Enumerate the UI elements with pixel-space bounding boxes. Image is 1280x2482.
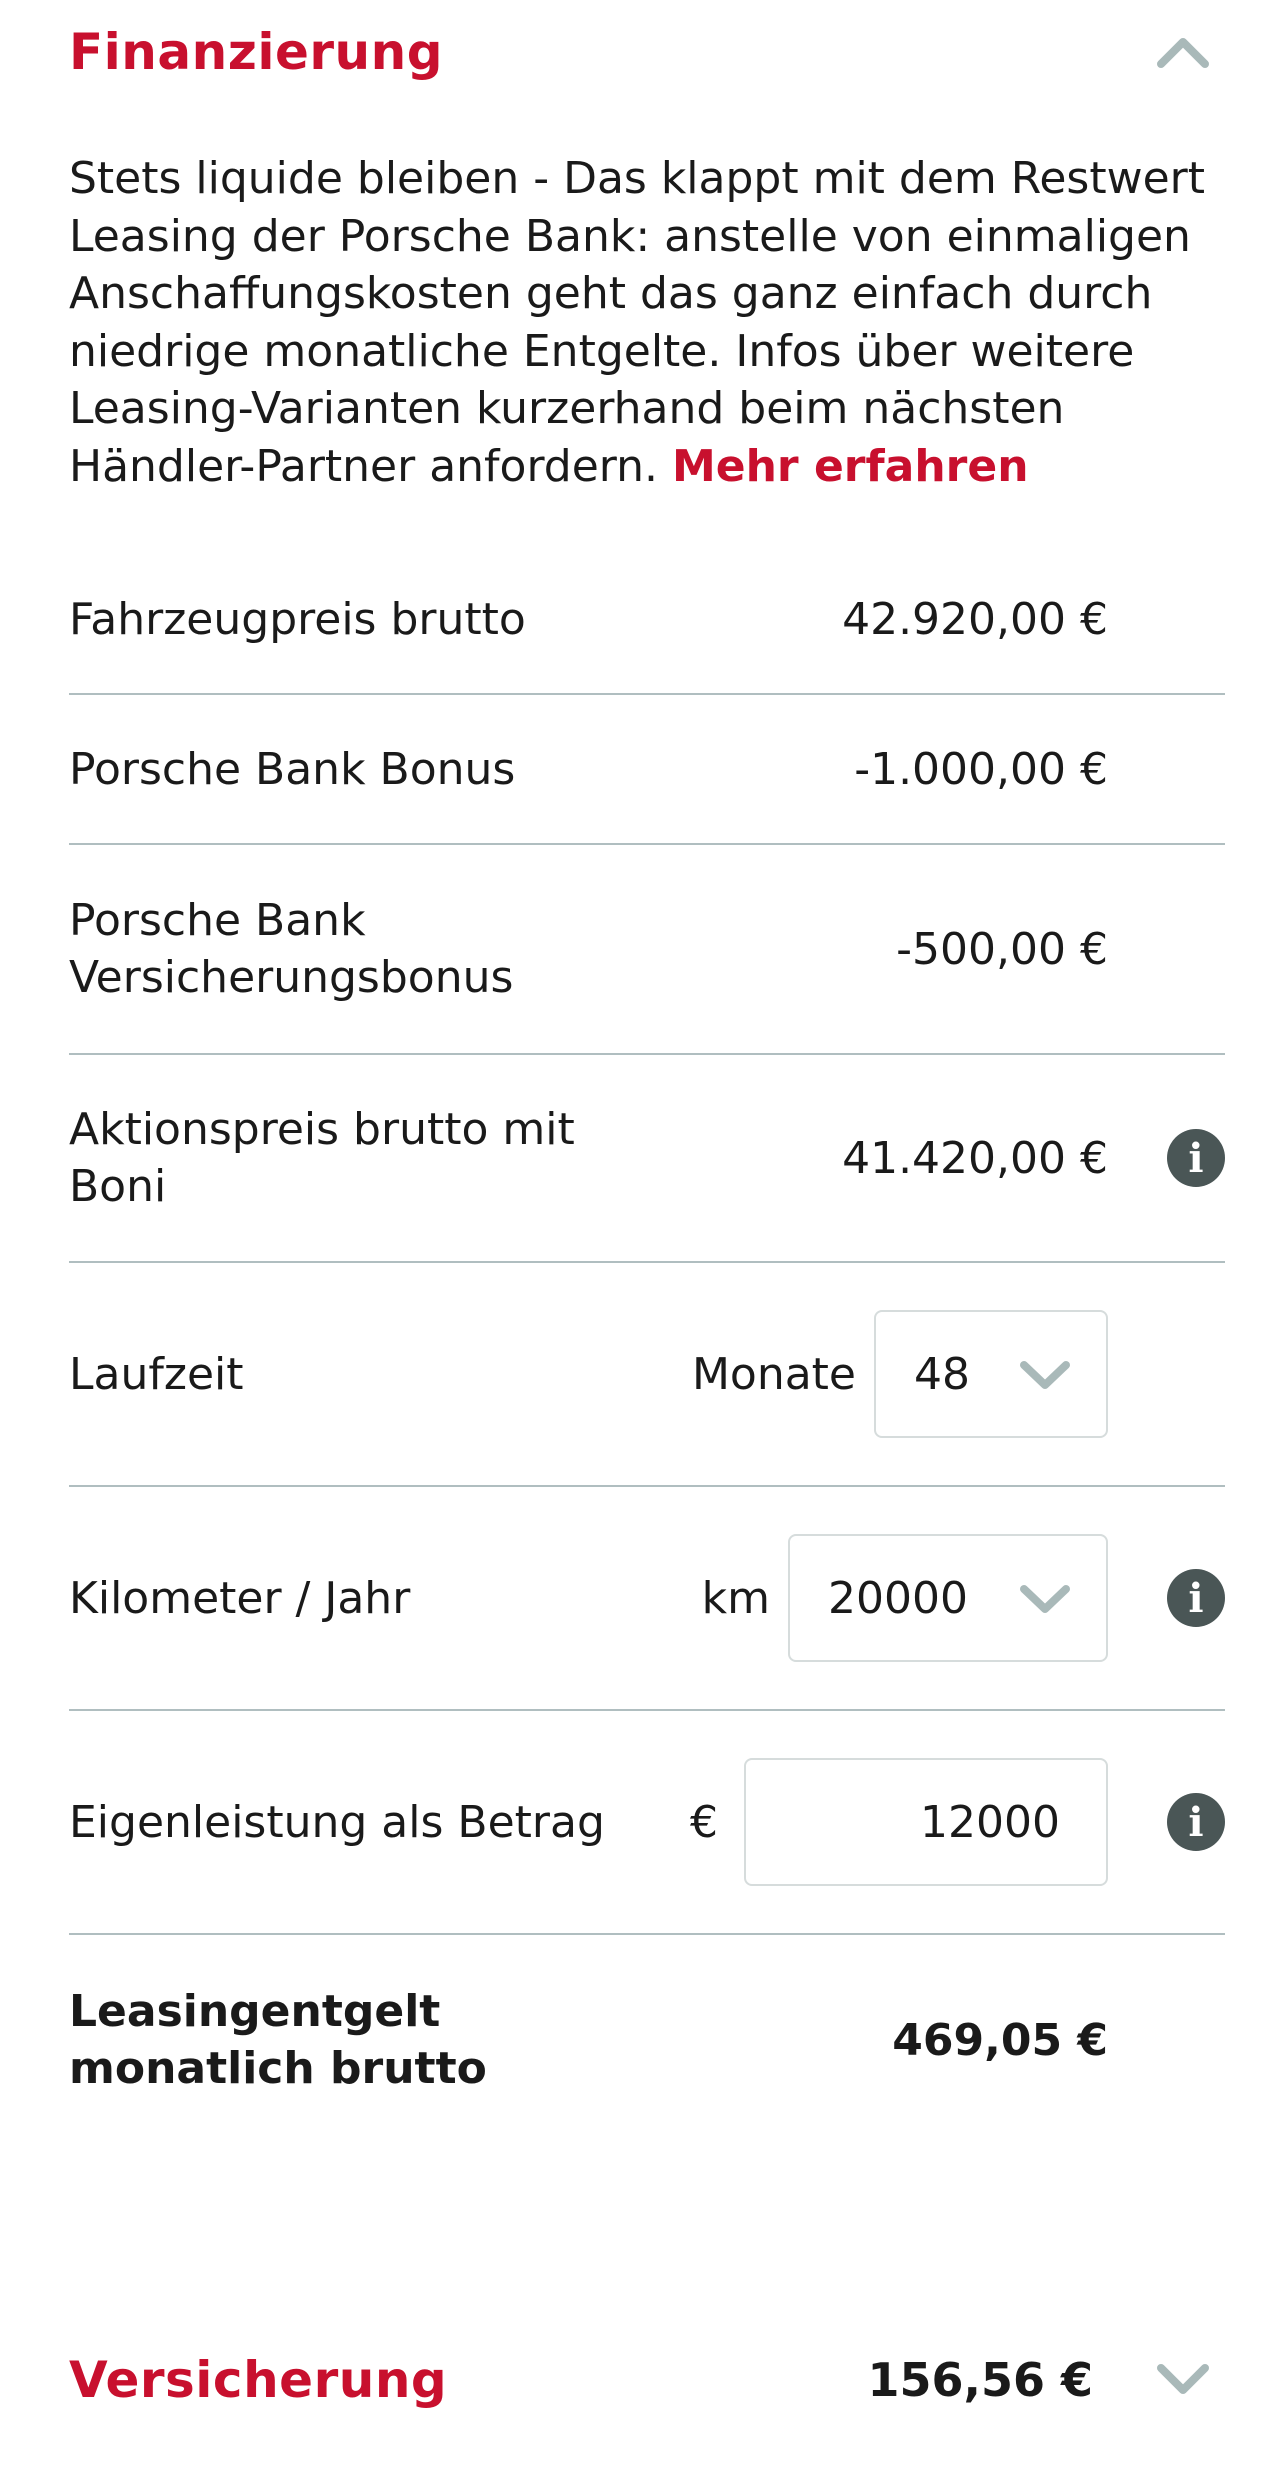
chevron-down-icon xyxy=(1018,1581,1072,1615)
kilometer-select[interactable] xyxy=(788,1534,1108,1662)
row-leasingentgelt xyxy=(69,1935,1225,2145)
info-icon[interactable]: i xyxy=(1167,1569,1225,1627)
eigenleistung-input[interactable] xyxy=(744,1758,1108,1886)
row-laufzeit xyxy=(69,1263,1225,1487)
info-icon[interactable]: i xyxy=(1167,1793,1225,1851)
row-kilometer xyxy=(69,1487,1225,1711)
fahrzeugpreis-label: Fahrzeugpreis brutto xyxy=(69,593,526,645)
fahrzeugpreis-value: 42.920,00 € xyxy=(842,593,1108,645)
chevron-up-icon[interactable] xyxy=(1155,32,1211,72)
eigenleistung-unit: € xyxy=(690,1796,718,1848)
versicherung-header[interactable] xyxy=(69,2345,1211,2415)
kilometer-label: Kilometer / Jahr xyxy=(69,1572,411,1624)
versicherungsbonus-value: -500,00 € xyxy=(896,923,1108,975)
eigenleistung-label: Eigenleistung als Betrag xyxy=(69,1796,605,1848)
intro-text: Stets liquide bleiben - Das klappt mit dem Restwert Leasing der Porsche Bank: anstelle von einmaligen Anschaffungskosten geht das ganz einfach durch niedrige monatliche Entgelte. Infos über weitere Leasing-Varianten kurzerhand beim nächsten Händler-Partner anfordern. xyxy=(69,153,1206,492)
kilometer-control xyxy=(702,1534,1108,1662)
kilometer-unit: km xyxy=(701,1572,770,1624)
chevron-down-icon[interactable] xyxy=(1155,2360,1211,2400)
kilometer-value: 20000 xyxy=(828,1572,968,1624)
laufzeit-value: 48 xyxy=(914,1348,970,1400)
laufzeit-unit: Monate xyxy=(691,1348,856,1400)
more-info-link[interactable]: Mehr erfahren xyxy=(671,440,1029,492)
row-eigenleistung xyxy=(69,1711,1225,1935)
row-versicherungsbonus xyxy=(69,845,1225,1055)
bank-bonus-label: Porsche Bank Bonus xyxy=(69,743,516,795)
bank-bonus-value: -1.000,00 € xyxy=(854,743,1108,795)
finanzierung-intro xyxy=(69,150,1219,495)
versicherung-value: 156,56 € xyxy=(867,2353,1093,2407)
finanzierung-header[interactable] xyxy=(69,20,1211,84)
info-icon[interactable]: i xyxy=(1167,1129,1225,1187)
versicherung-summary xyxy=(867,2353,1211,2407)
eigenleistung-value: 12000 xyxy=(920,1796,1060,1848)
versicherungsbonus-label: Porsche Bank Versicherungsbonus xyxy=(69,895,514,1003)
chevron-down-icon xyxy=(1018,1357,1072,1391)
laufzeit-select[interactable] xyxy=(874,1310,1108,1438)
aktionspreis-value: 41.420,00 € xyxy=(842,1132,1108,1184)
leasingentgelt-label: Leasingentgelt monatlich brutto xyxy=(69,1986,487,2094)
row-fahrzeugpreis xyxy=(69,545,1225,695)
finanzierung-title: Finanzierung xyxy=(69,23,444,81)
leasingentgelt-value: 469,05 € xyxy=(892,2014,1108,2066)
eigenleistung-control xyxy=(690,1758,1108,1886)
row-aktionspreis xyxy=(69,1055,1225,1263)
laufzeit-label: Laufzeit xyxy=(69,1348,244,1400)
row-bank-bonus xyxy=(69,695,1225,845)
aktionspreis-label: Aktionspreis brutto mit Boni xyxy=(69,1104,575,1212)
laufzeit-control xyxy=(692,1310,1108,1438)
versicherung-title: Versicherung xyxy=(69,2351,448,2409)
